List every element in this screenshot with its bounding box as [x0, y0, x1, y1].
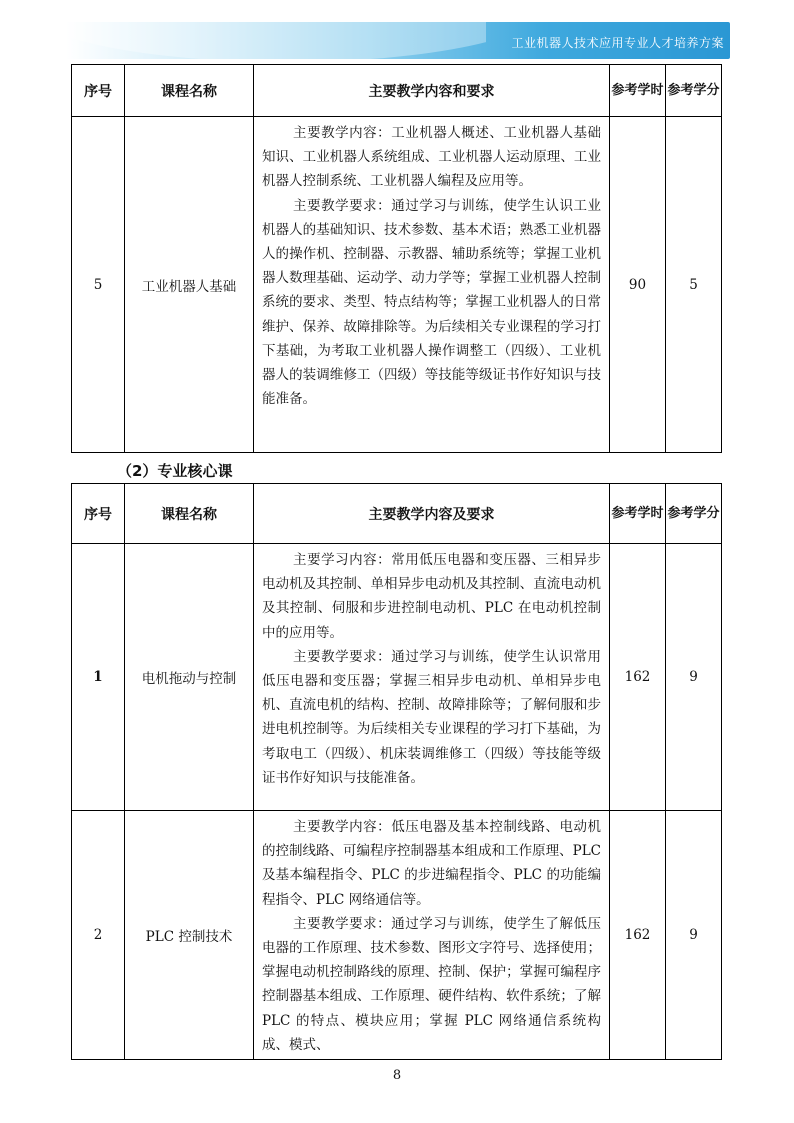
cell-content: [254, 811, 610, 1060]
cell-hours: 90: [610, 117, 666, 453]
content-paragraph: 主要教学内容：工业机器人概述、工业机器人基础知识、工业机器人系统组成、工业机器人运动原理、工业机器人控制系统、工业机器人编程及应用等。: [262, 125, 601, 190]
cell-content: [254, 117, 610, 453]
table-header-row: [72, 484, 722, 544]
header-seq: 序号: [72, 484, 125, 544]
header-name: 课程名称: [125, 65, 254, 117]
cell-hours: 162: [610, 544, 666, 811]
course-table-1: [71, 64, 722, 453]
cell-content: [254, 544, 610, 811]
course-table-2: [71, 483, 722, 1060]
content-paragraph: 主要教学要求：通过学习与训练，使学生认识常用低压电器和变压器；掌握三相异步电动机、单相异步电机、直流电机的结构、控制、故障排除等；了解伺服和步进电机控制等。为后续相关专业课程的学习打下基础，为考取电工（四级）、机床装调维修工（四级）等技能等级证书作好知识与技能准备。: [262, 648, 601, 786]
cell-hours: 162: [610, 811, 666, 1060]
header-content: 主要教学内容和要求: [254, 65, 610, 117]
table-row: [72, 117, 722, 453]
content-paragraph: 主要教学内容：低压电器及基本控制线路、电动机的控制线路、可编程序控制器基本组成和工作原理、PLC 及基本编程指令、PLC 的步进编程指令、PLC 的功能编程指令、PLC 网络通信等。: [262, 819, 601, 908]
header-seq: 序号: [72, 65, 125, 117]
cell-seq: 1: [72, 544, 125, 811]
header-credits: 参考学分: [666, 484, 722, 544]
header-hours: 参考学时: [610, 484, 666, 544]
cell-seq: 2: [72, 811, 125, 1060]
cell-name: 工业机器人基础: [125, 117, 254, 453]
cell-name: PLC 控制技术: [125, 811, 254, 1060]
cell-credits: 5: [666, 117, 722, 453]
header-decoration: [66, 22, 486, 59]
header-content: 主要教学内容及要求: [254, 484, 610, 544]
page-number: 8: [392, 1068, 402, 1083]
header-name: 课程名称: [125, 484, 254, 544]
cell-credits: 9: [666, 544, 722, 811]
content-paragraph: 主要学习内容：常用低压电器和变压器、三相异步电动机及其控制、单相异步电动机及其控制、直流电动机及其控制、伺服和步进控制电动机、PLC 在电动机控制中的应用等。: [262, 552, 601, 641]
header-title: 工业机器人技术应用专业人才培养方案: [511, 36, 724, 50]
content-paragraph: 主要教学要求：通过学习与训练，使学生认识工业机器人的基础知识、技术参数、基本术语；熟悉工业机器人的操作机、控制器、示教器、辅助系统等；掌握工业机器人数理基础、运动学、动力学等；掌握工业机器人控制系统的要求、类型、特点结构等；掌握工业机器人的日常维护、保养、故障排除等。为后续相关专业课程的学习打下基础，为考取工业机器人操作调整工（四级）、工业机器人的装调维修工（四级）等技能等级证书作好知识与技能准备。: [262, 197, 601, 408]
cell-credits: 9: [666, 811, 722, 1060]
table-header-row: [72, 65, 722, 117]
table-row: [72, 811, 722, 1060]
section-title: （2）专业核心课: [117, 462, 233, 480]
header-credits: 参考学分: [666, 65, 722, 117]
header-hours: 参考学时: [610, 65, 666, 117]
content-paragraph: 主要教学要求：通过学习与训练，使学生了解低压电器的工作原理、技术参数、图形文字符号、选择使用；掌握电动机控制路线的原理、控制、保护；掌握可编程序控制器基本组成、工作原理、硬件结构、软件系统；了解 PLC 的特点、模块应用；掌握 PLC 网络通信系统构成、模式、: [262, 915, 601, 1053]
table-row: [72, 544, 722, 811]
cell-seq: 5: [72, 117, 125, 453]
cell-name: 电机拖动与控制: [125, 544, 254, 811]
